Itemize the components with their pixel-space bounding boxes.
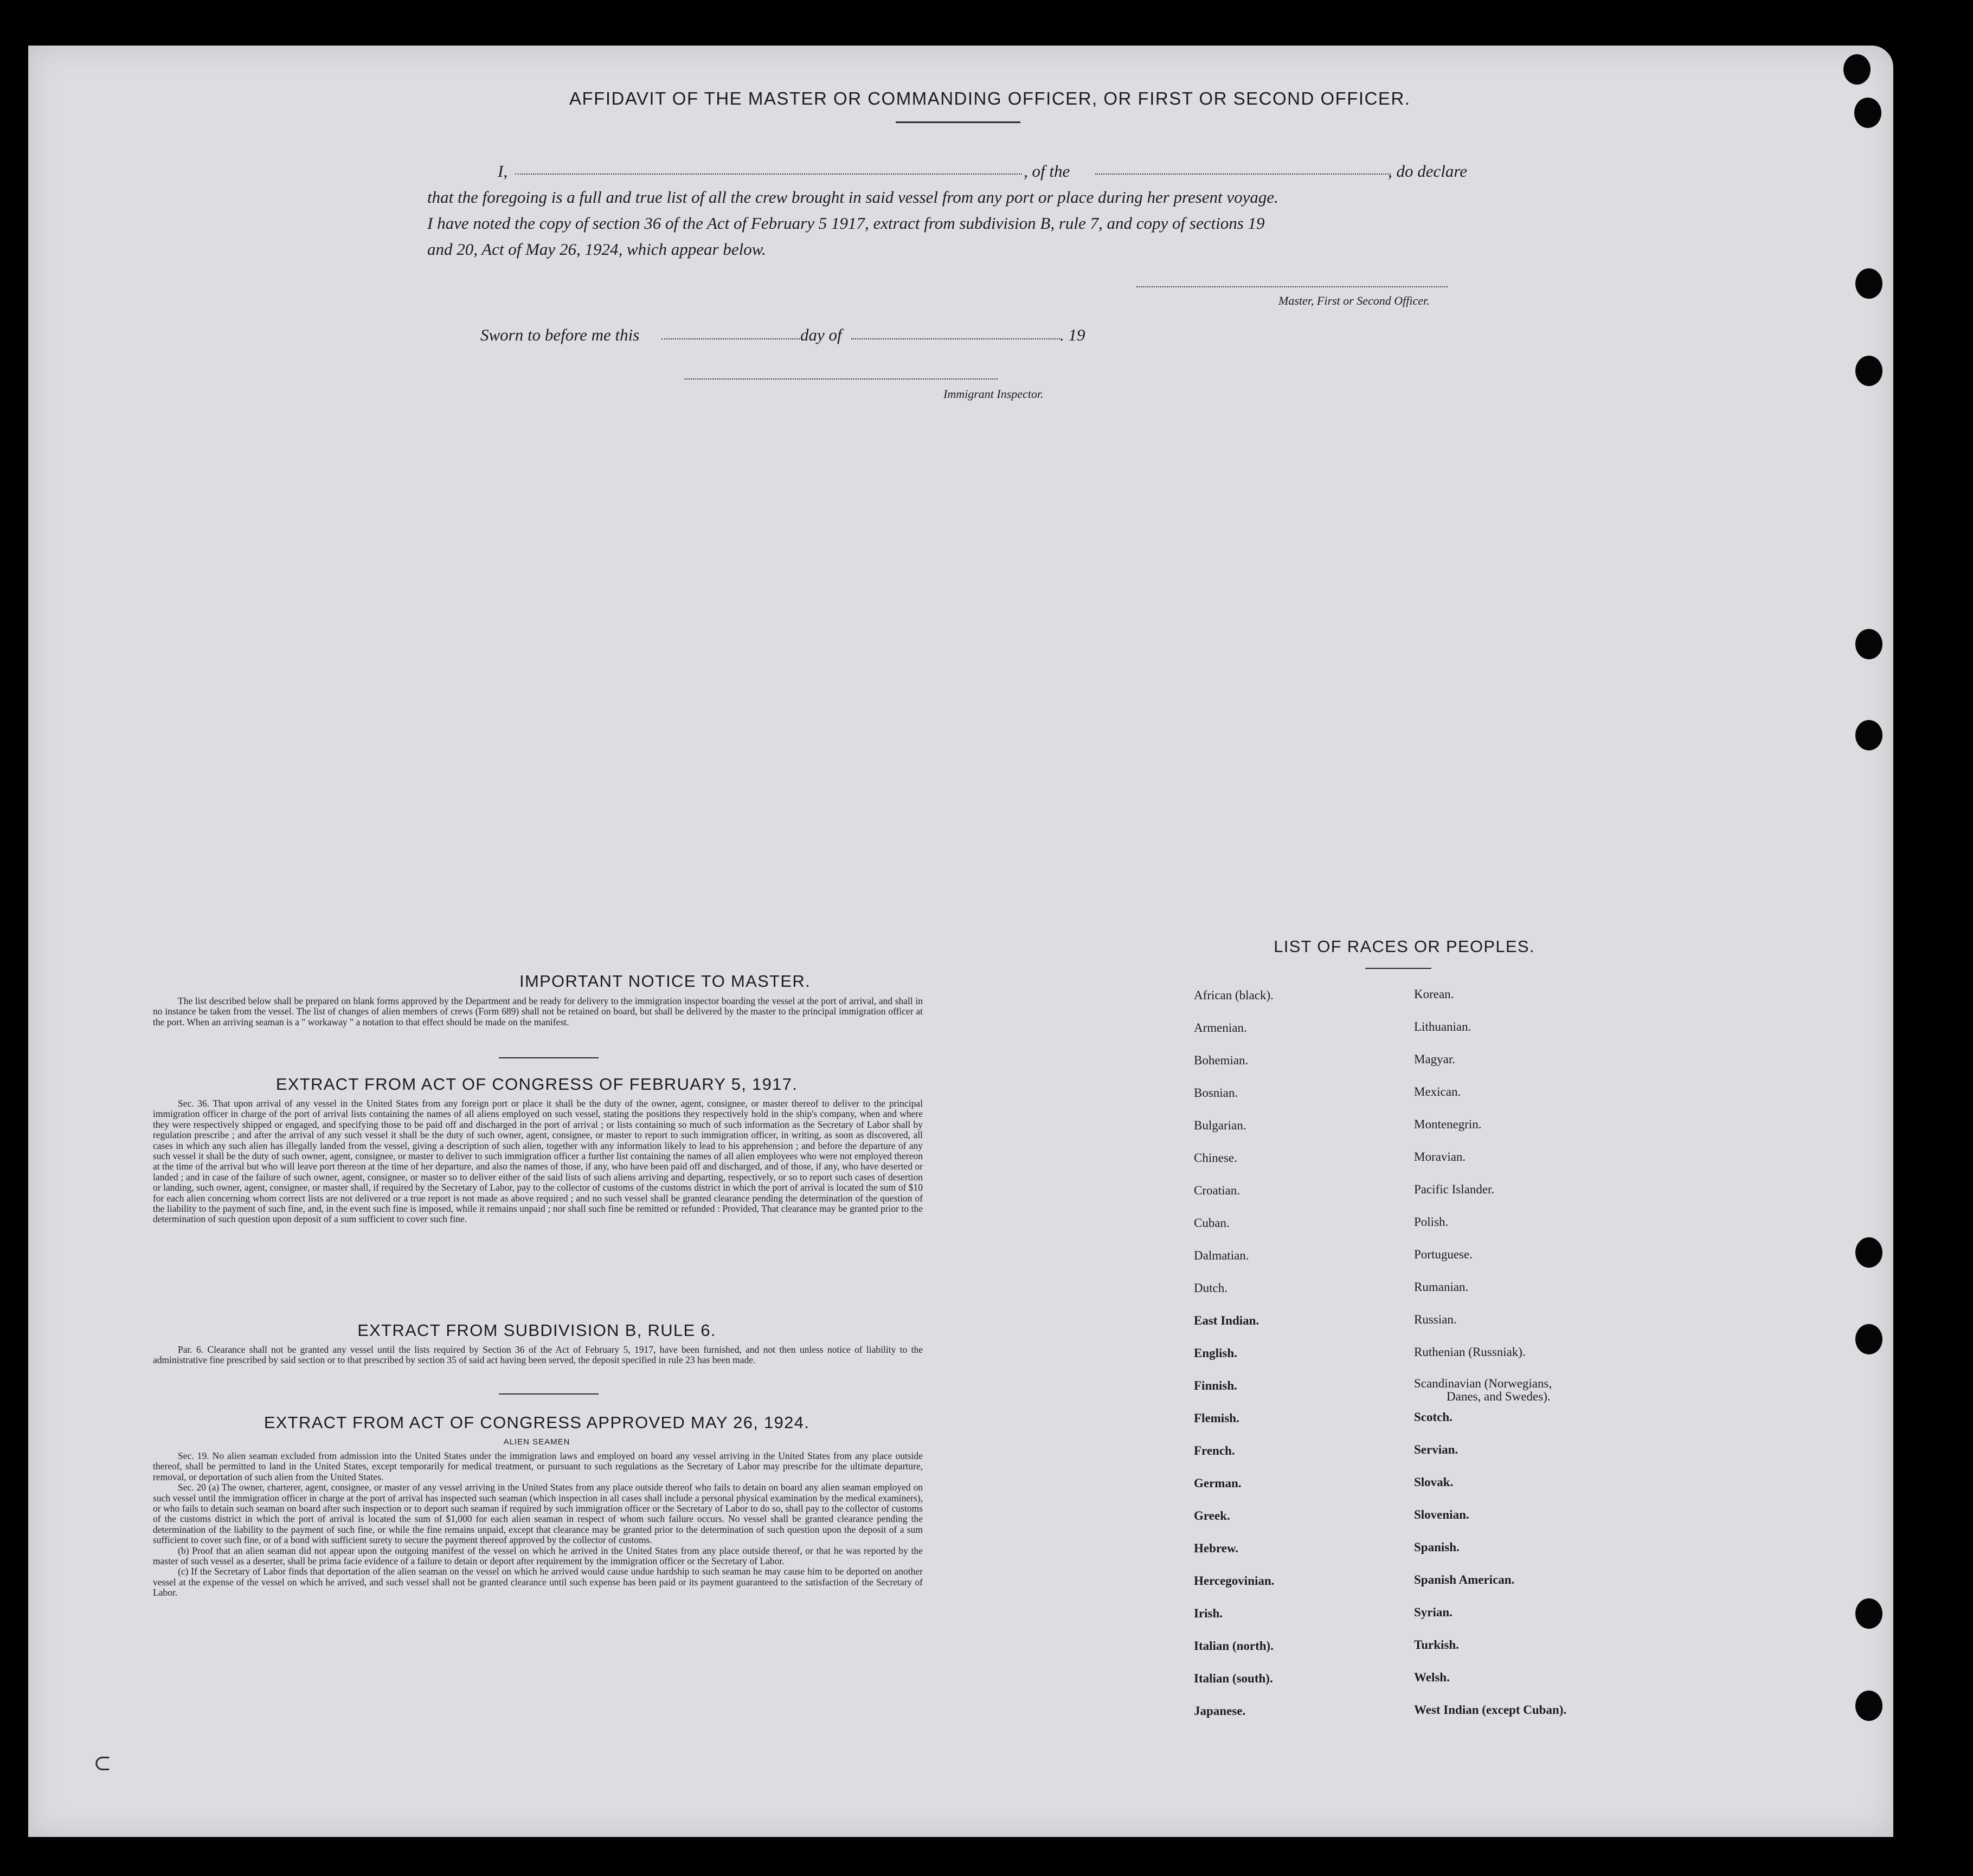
race-item: Portuguese. [1414, 1248, 1473, 1261]
race-item: Bohemian. [1194, 1053, 1249, 1067]
punch-hole [1855, 1324, 1882, 1354]
day-of-label: day of [800, 325, 842, 344]
sworn-label: Sworn to before me this [480, 325, 640, 344]
race-item: Spanish. [1414, 1540, 1460, 1554]
race-item-line: Danes, and Swedes). [1447, 1390, 1551, 1403]
race-item: Moravian. [1414, 1150, 1466, 1164]
races-divider [1365, 968, 1431, 969]
race-item: Finnish. [1194, 1379, 1237, 1392]
race-item: Bosnian. [1194, 1086, 1238, 1100]
race-item: Cuban. [1194, 1216, 1230, 1230]
race-item: Chinese. [1194, 1151, 1237, 1165]
race-item: Ruthenian (Russniak). [1414, 1345, 1526, 1359]
master-signature-line[interactable] [1136, 286, 1448, 287]
race-item: Slovenian. [1414, 1508, 1469, 1521]
affidavit-line-2: that the foregoing is a full and true list of all the crew brought in said vessel from any port or place during her present voyage. [427, 188, 1278, 207]
sec20a-paragraph: Sec. 20 (a) The owner, charterer, agent, consignee, or master of any vessel arriving in the United States from any place outside thereof who fails to detain on board any alien seaman employed on such vessel until the immigration officer in charge at the port of arrival has inspected such seaman (which inspection in all cases shall include a personal physical examination by the medical examiners), or who fails to detain such seaman on board after such inspection or to deport such seaman if required by such immigration officer or the Secretary of Labor to do so, shall pay to the collector of customs of the customs district in which the port of arrival is located the sum of $1,000 for each alien seaman in respect of whom such failure occurs. No vessel shall be granted clearance pending the determination of the liability to the payment of such fine, or while the fine remains unpaid, except that clearance may be granted prior to the determination of such question upon the deposit of a sum sufficient to cover such fine, or of a bond with sufficient surety to secure the payment thereof approved by the collector of customs. [153, 1482, 923, 1546]
punch-hole [1843, 54, 1871, 85]
punch-hole [1855, 268, 1882, 299]
race-item: Greek. [1194, 1509, 1230, 1522]
race-item: Hercegovinian. [1194, 1574, 1275, 1588]
extract-1917-title: EXTRACT FROM ACT OF CONGRESS OF FEBRUARY 5, 1917. [275, 1075, 798, 1094]
inspector-signature-label: Immigrant Inspector. [943, 387, 1044, 401]
race-item: Dalmatian. [1194, 1249, 1249, 1262]
name-fill-line[interactable] [515, 174, 1022, 175]
race-item: Servian. [1414, 1443, 1458, 1456]
races-right-column [1414, 987, 1566, 1735]
punch-hole [1854, 98, 1881, 128]
par6-paragraph: Par. 6. Clearance shall not be granted any vessel until the lists required by Section 36 of the Act of February 5, 1917, have been furnished, and not then unless notice of liability to the administrative fine prescribed by said section or to that prescribed by section 35 of said act having been served, the deposit specified in rule 23 has been made. [153, 1344, 923, 1366]
notice-divider [499, 1057, 599, 1058]
affidavit-i-label: I, [498, 162, 508, 181]
race-item: Mexican. [1414, 1085, 1461, 1098]
race-item: Magyar. [1414, 1052, 1456, 1066]
master-signature-label: Master, First or Second Officer. [1278, 294, 1430, 307]
race-item: Dutch. [1194, 1281, 1227, 1295]
race-item: Flemish. [1194, 1411, 1239, 1425]
race-item: Italian (south). [1194, 1672, 1273, 1685]
punch-hole [1855, 1691, 1882, 1721]
subdivision-text [153, 1345, 923, 1366]
punch-hole [1855, 356, 1882, 386]
affidavit-title: AFFIDAVIT OF THE MASTER OR COMMANDING OFFICER, OR FIRST OR SECOND OFFICER. [569, 88, 1411, 108]
race-item-line: Scandinavian (Norwegians, [1414, 1377, 1552, 1390]
extract-1924-title: EXTRACT FROM ACT OF CONGRESS APPROVED MAY 26, 1924. [264, 1413, 810, 1432]
alien-seamen-subtitle: ALIEN SEAMEN [503, 1437, 570, 1447]
race-item: Irish. [1194, 1607, 1223, 1620]
race-item: Pacific Islander. [1414, 1183, 1495, 1196]
punch-hole [1855, 1598, 1882, 1629]
punch-hole [1855, 720, 1882, 750]
races-left-column [1194, 988, 1274, 1736]
notice-title: IMPORTANT NOTICE TO MASTER. [519, 972, 811, 991]
race-item: East Indian. [1194, 1314, 1259, 1327]
title-divider [896, 121, 1020, 123]
race-item: Rumanian. [1414, 1280, 1469, 1294]
affidavit-declare-label: , do declare [1388, 162, 1468, 181]
sec20c-paragraph: (c) If the Secretary of Labor finds that deportation of the alien seaman on the vessel on which he arrived would cause undue hardship to such seaman he may cause him to be deported on another vessel at the expense of the vessel on which he arrived, and such vessel shall not be granted clearance until such expense has been paid or its payment guaranteed to the satisfaction of the Secretary of Labor. [153, 1566, 923, 1598]
race-item: German. [1194, 1476, 1242, 1490]
race-item: French. [1194, 1444, 1235, 1457]
race-item: Scotch. [1414, 1410, 1453, 1424]
race-item: Syrian. [1414, 1605, 1453, 1619]
race-item: Spanish American. [1414, 1573, 1515, 1586]
scan-mark: ⊂ [93, 1751, 112, 1775]
race-item: Russian. [1414, 1313, 1457, 1326]
race-item: Lithuanian. [1414, 1020, 1471, 1033]
race-item: Armenian. [1194, 1021, 1247, 1035]
race-item: Montenegrin. [1414, 1117, 1482, 1131]
race-item: Croatian. [1194, 1184, 1240, 1197]
race-item [1414, 1377, 1566, 1410]
extract-1917-text [153, 1098, 923, 1225]
sec36-paragraph: Sec. 36. That upon arrival of any vessel in the United States from any foreign port or place it shall be the duty of the owner, agent, consignee, or master thereof to deliver to the principal immigration officer in charge of the port of arrival lists containing the names of all aliens employed on such vessel, stating the positions they respectively hold in the ship's company, when and where they were respectively shipped or engaged, and specifying those to be paid off and discharged in the port of arrival ; or lists containing so much of such information as the Secretary of Labor shall by regulation prescribe ; and after the arrival of any such vessel it shall be the duty of such owner, agent, consignee, or master to report to such immigration officer, in writing, as soon as discovered, all cases in which any such alien has illegally landed from the vessel, giving a description of such alien, together with any information likely to lead to his apprehension ; and before the departure of any such vessel it shall be the duty of such owner, agent, consignee, or master to deliver to such immigration officer a further list containing the names of all alien employees who were not employed thereon at the time of the arrival but who will leave port thereon at the time of her departure, and also the names of those, if any, who have been paid off and discharged, and of those, if any, who have deserted or landed ; and in case of the failure of such owner, agent, consignee, or master so to deliver either of the said lists of such aliens arriving and departing, respectively, or so to report such cases of desertion or landing, such owner, agent, consignee, or master shall, if required by the Secretary of Labor, pay to the collector of customs of the customs district in which the port of arrival is located the sum of $10 for each alien concerning whom correct lists are not delivered or a true report is not made as above required ; and no such vessel shall be granted clearance pending the determination of the question of the liability to the payment of such fine, and, in the event such fine is imposed, while it remains unpaid ; nor shall such fine be remitted or refunded : Provided, That clearance may be granted prior to the determination of such question upon deposit of a sum sufficient to cover such fine. [153, 1098, 923, 1225]
race-item: West Indian (except Cuban). [1414, 1703, 1567, 1717]
race-item: Slovak. [1414, 1475, 1454, 1489]
race-item: Italian (north). [1194, 1639, 1274, 1653]
sworn-day-fill-line[interactable] [661, 338, 800, 339]
sec20b-paragraph: (b) Proof that an alien seaman did not appear upon the outgoing manifest of the vessel on which he arrived in the United States from any place outside thereof, or that he was reported by the master of such vessel as a deserter, shall be prima facie evidence of a failure to detain or deport after requirement by the immigration officer or the Secretary of Labor. [153, 1545, 923, 1567]
race-item: Welsh. [1414, 1671, 1450, 1684]
subdivision-title: EXTRACT FROM SUBDIVISION B, RULE 6. [357, 1321, 716, 1340]
race-item: English. [1194, 1346, 1237, 1360]
extract-1924-text [153, 1451, 923, 1598]
punch-hole [1855, 629, 1882, 659]
race-item: African (black). [1194, 988, 1274, 1002]
vessel-fill-line[interactable] [1095, 174, 1391, 175]
race-item: Polish. [1414, 1215, 1449, 1229]
notice-paragraph: The list described below shall be prepared on blank forms approved by the Department and be ready for delivery to the immigration inspector boarding the vessel at the port of arrival, and shall in no instance be taken from the vessel. The list of changes of alien members of crews (Form 689) shall not be retained on board, but shall be delivered by the master to the principal immigration officer at the port. When an arriving seaman is a " workaway " a notation to that effect should be made on the manifest. [153, 995, 923, 1027]
race-item: Hebrew. [1194, 1541, 1238, 1555]
race-item: Korean. [1414, 987, 1454, 1001]
inspector-signature-line[interactable] [684, 378, 998, 380]
subdivision-divider [499, 1393, 599, 1395]
affidavit-line-4: and 20, Act of May 26, 1924, which appear below. [427, 240, 766, 259]
sec19-paragraph: Sec. 19. No alien seaman excluded from admission into the United States under the immigration laws and employed on board any vessel arriving in the United States from any place outside thereof, shall be permitted to land in the United States, except temporarily for medical treatment, or pursuant to such regulations as the Secretary of Labor may prescribe for the ultimate departure, removal, or deportation of such alien from the United States. [153, 1450, 923, 1482]
sworn-month-fill-line[interactable] [851, 338, 1060, 339]
affidavit-of-the-label: , of the [1024, 162, 1070, 181]
year-label: . 19 [1060, 325, 1085, 344]
notice-text [153, 996, 923, 1027]
races-title: LIST OF RACES OR PEOPLES. [1274, 937, 1535, 956]
race-item: Bulgarian. [1194, 1119, 1246, 1132]
race-item: Japanese. [1194, 1704, 1246, 1718]
race-item: Turkish. [1414, 1638, 1459, 1652]
punch-hole [1855, 1237, 1882, 1268]
affidavit-line-3: I have noted the copy of section 36 of the Act of February 5 1917, extract from subdivision B, rule 7, and copy of sections 19 [427, 214, 1265, 233]
